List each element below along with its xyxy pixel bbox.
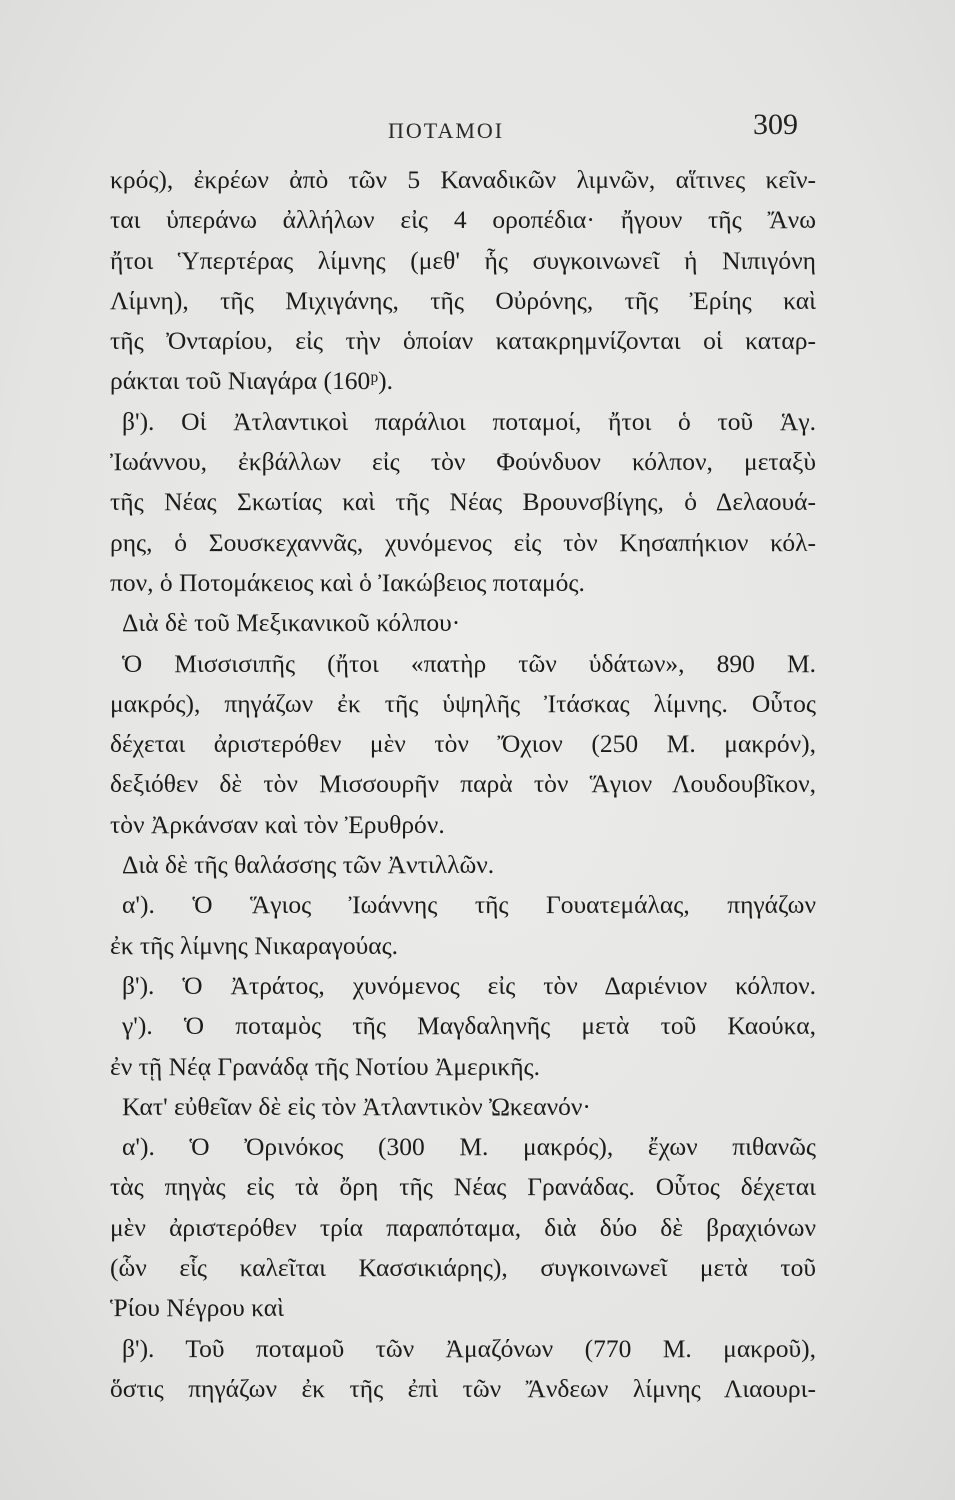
text-line: δεξιόθεν δὲ τὸν Μισσουρῆν παρὰ τὸν Ἅγιον Λουδουβῖκον, — [110, 769, 816, 799]
text-line: Ὁ Μισσισιπῆς (ἤτοι «πατὴρ τῶν ὑδάτων», 890 Μ. — [122, 648, 816, 678]
text-line: α'). Ὁ Ὀρινόκος (300 Μ. μακρός), ἔχων πιθανῶς — [122, 1132, 816, 1162]
text-line: Ἰωάννου, ἐκβάλλων εἰς τὸν Φούνδυον κόλπον, μεταξὺ — [110, 447, 816, 477]
running-title: ΠΟΤΑΜΟΙ — [388, 118, 505, 143]
text-line: ἤτοι Ὑπερτέρας λίμνης (μεθ' ἧς συγκοινωνεῖ ἡ Νιπιγόνη — [110, 245, 816, 275]
text-line: β'). Ὁ Ἀτράτος, χυνόμενος εἰς τὸν Δαριένιον κόλπον. — [122, 970, 816, 1000]
text-line: μὲν ἀριστερόθεν τρία παραπόταμα, διὰ δύο δὲ βραχιόνων — [110, 1212, 816, 1242]
page-number: 309 — [753, 108, 798, 141]
text-line: ρης, ὁ Σουσκεχαννᾶς, χυνόμενος εἰς τὸν Κησαπήκιον κόλ- — [110, 527, 816, 557]
text-line: δέχεται ἀριστερόθεν μὲν τὸν Ὄχιον (250 Μ. μακρόν), — [110, 729, 816, 759]
text-line: τῆς Νέας Σκωτίας καὶ τῆς Νέας Βρουνσβίγης, ὁ Δελαουά- — [110, 487, 816, 517]
text-line: τὰς πηγὰς εἰς τὰ ὄρη τῆς Νέας Γρανάδας. Οὗτος δέχεται — [110, 1172, 816, 1202]
text-line: β'). Τοῦ ποταμοῦ τῶν Ἀμαζόνων (770 Μ. μακροῦ), — [122, 1333, 816, 1363]
text-line: β'). Οἱ Ἀτλαντικοὶ παράλιοι ποταμοί, ἤτοι ὁ τοῦ Ἁγ. — [122, 406, 816, 436]
page-header — [0, 108, 955, 148]
text-line: Λίμνη), τῆς Μιχιγάνης, τῆς Οὐρόνης, τῆς Ἐρίης καὶ — [110, 285, 816, 315]
text-line: κρός), ἐκρέων ἀπὸ τῶν 5 Καναδικῶν λιμνῶν, αἵτινες κεῖν- — [110, 165, 816, 194]
text-line: ται ὑπεράνω ἀλλήλων εἰς 4 οροπέδια· ἤγουν τῆς Ἄνω — [110, 205, 816, 235]
text-line: ράκται τοῦ Νιαγάρα (160ᵖ). — [110, 366, 394, 396]
text-line: μακρός), πηγάζων ἐκ τῆς ὑψηλῆς Ἰτάσκας λίμνης. Οὗτος — [110, 688, 816, 718]
text-line: τῆς Ὀνταρίου, εἰς τὴν ὁποίαν κατακρημνίζονται οἱ καταρ- — [110, 326, 816, 356]
text-line: α'). Ὁ Ἅγιος Ἰωάννης τῆς Γουατεμάλας, πηγάζων — [122, 890, 816, 920]
text-line: γ'). Ὁ ποταμὸς τῆς Μαγδαληνῆς μετὰ τοῦ Καούκα, — [122, 1011, 816, 1041]
body-text — [110, 160, 816, 1409]
text-line: πον, ὁ Ποτομάκειος καὶ ὁ Ἰακώβειος ποταμός. — [110, 567, 585, 597]
text-line: ὅστις πηγάζων ἐκ τῆς ἐπὶ τῶν Ἄνδεων λίμνης Λιαουρι- — [110, 1373, 816, 1403]
text-line: ἐν τῇ Νέᾳ Γρανάδᾳ τῆς Νοτίου Ἀμερικῆς. — [110, 1051, 541, 1081]
text-line: τὸν Ἀρκάνσαν καὶ τὸν Ἐρυθρόν. — [110, 809, 445, 839]
text-line: Διὰ δὲ τῆς θαλάσσης τῶν Ἀντιλλῶν. — [122, 850, 495, 880]
text-line: ἐκ τῆς λίμνης Νικαραγούας. — [110, 930, 399, 960]
text-line: Διὰ δὲ τοῦ Μεξικανικοῦ κόλπου· — [122, 608, 461, 638]
text-line: Κατ' εὐθεῖαν δὲ εἰς τὸν Ἀτλαντικὸν Ὠκεανόν· — [122, 1091, 591, 1121]
text-line: (ὧν εἷς καλεῖται Κασσικιάρης), συγκοινωνεῖ μετὰ τοῦ — [110, 1253, 816, 1283]
text-line: Ῥίου Νέγρου καὶ — [110, 1293, 285, 1323]
